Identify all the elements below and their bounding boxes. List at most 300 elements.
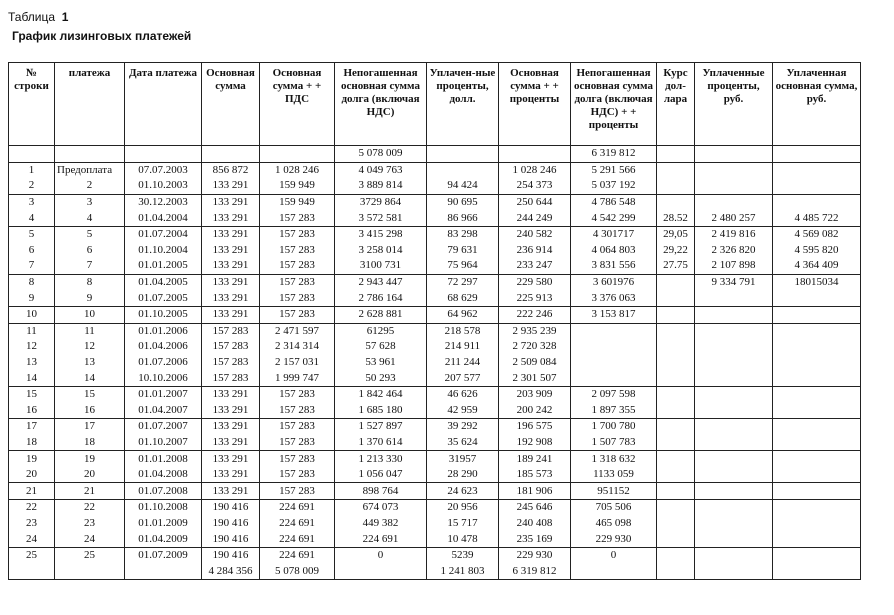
table-cell: 157 283 — [260, 243, 335, 259]
table-cell: 133 291 — [202, 243, 260, 259]
table-cell — [773, 386, 861, 402]
table-cell — [695, 194, 773, 210]
table-cell: 245 646 — [499, 500, 571, 516]
table-cell — [773, 403, 861, 419]
table-row — [9, 563, 861, 579]
table-cell: 157 283 — [260, 258, 335, 274]
table-cell — [773, 500, 861, 516]
table-cell — [773, 516, 861, 532]
table-cell: 10.10.2006 — [125, 370, 202, 386]
table-cell: 157 283 — [260, 386, 335, 402]
table-cell: 856 872 — [202, 162, 260, 178]
table-cell: 203 909 — [499, 386, 571, 402]
table-cell — [695, 500, 773, 516]
table-cell — [695, 531, 773, 547]
table-cell: 181 906 — [499, 483, 571, 500]
caption-number: 1 — [61, 10, 69, 24]
table-cell: 28 290 — [427, 467, 499, 483]
table-cell: 4 364 409 — [773, 258, 861, 274]
table-cell: 01.01.2008 — [125, 451, 202, 467]
table-row — [9, 516, 861, 532]
table-cell: 157 283 — [202, 339, 260, 355]
table-cell: 23 — [9, 516, 55, 532]
col-header-principal-rub: Уплаченная основная сумма, руб. — [773, 63, 861, 146]
table-cell: 4 — [9, 210, 55, 226]
table-cell: 2 097 598 — [571, 386, 657, 402]
table-cell: 01.04.2007 — [125, 403, 202, 419]
table-cell — [773, 339, 861, 355]
table-cell: 22 — [55, 500, 125, 516]
table-row — [9, 210, 861, 226]
table-cell: 21 — [55, 483, 125, 500]
table-cell: 1 318 632 — [571, 451, 657, 467]
table-cell: 3 889 814 — [335, 178, 427, 194]
table-cell: 5 078 009 — [335, 146, 427, 163]
table-cell — [695, 306, 773, 323]
table-cell — [125, 563, 202, 579]
table-row — [9, 483, 861, 500]
table-cell — [657, 531, 695, 547]
table-cell: 17 — [55, 419, 125, 435]
table-row — [9, 258, 861, 274]
table-cell: 898 764 — [335, 483, 427, 500]
table-cell: 13 — [55, 355, 125, 371]
table-cell: 72 297 — [427, 274, 499, 290]
table-cell — [571, 339, 657, 355]
table-cell — [9, 563, 55, 579]
table-cell: 133 291 — [202, 467, 260, 483]
table-cell: 4 049 763 — [335, 162, 427, 178]
table-cell: 4 485 722 — [773, 210, 861, 226]
col-header-principal-vat: Основная сумма + + ПДС — [260, 63, 335, 146]
table-cell: 222 246 — [499, 306, 571, 323]
table-cell: 224 691 — [260, 547, 335, 563]
table-cell: 5 291 566 — [571, 162, 657, 178]
table-cell: 01.04.2006 — [125, 339, 202, 355]
table-cell: 229 930 — [499, 547, 571, 563]
table-cell: 01.01.2007 — [125, 386, 202, 402]
table-cell: 4 786 548 — [571, 194, 657, 210]
table-cell — [571, 355, 657, 371]
table-cell: 674 073 — [335, 500, 427, 516]
col-header-outstanding-plus-interest: Непогашенная основная сумма долга (включая НДС) + + проценты — [571, 63, 657, 146]
table-cell: 157 283 — [202, 323, 260, 339]
table-cell: 2 943 447 — [335, 274, 427, 290]
table-cell: 2 — [55, 178, 125, 194]
table-cell: 157 283 — [260, 451, 335, 467]
table-cell: 157 283 — [260, 483, 335, 500]
table-row — [9, 386, 861, 402]
table-cell — [695, 290, 773, 306]
table-cell: 14 — [9, 370, 55, 386]
table-cell — [773, 563, 861, 579]
table-row — [9, 226, 861, 242]
table-cell: 10 — [9, 306, 55, 323]
table-cell: 2 935 239 — [499, 323, 571, 339]
table-cell: 01.10.2003 — [125, 178, 202, 194]
table-cell — [695, 563, 773, 579]
table-row — [9, 403, 861, 419]
table-cell — [695, 146, 773, 163]
table-cell: 2 326 820 — [695, 243, 773, 259]
table-cell: 16 — [55, 403, 125, 419]
table-cell: 229 580 — [499, 274, 571, 290]
table-cell — [695, 323, 773, 339]
table-cell: 3 601976 — [571, 274, 657, 290]
table-cell — [773, 355, 861, 371]
table-cell: 235 169 — [499, 531, 571, 547]
table-cell — [657, 274, 695, 290]
table-cell: 189 241 — [499, 451, 571, 467]
col-header-usd-rate: Курс дол-лара — [657, 63, 695, 146]
table-cell — [657, 323, 695, 339]
table-cell: 196 575 — [499, 419, 571, 435]
table-cell: 2 107 898 — [695, 258, 773, 274]
table-cell — [657, 290, 695, 306]
table-cell — [260, 146, 335, 163]
table-cell: 1 241 803 — [427, 563, 499, 579]
table-cell: 133 291 — [202, 435, 260, 451]
table-cell: 1 685 180 — [335, 403, 427, 419]
table-cell: 3 415 298 — [335, 226, 427, 242]
table-cell: 133 291 — [202, 451, 260, 467]
table-row — [9, 274, 861, 290]
table-cell — [657, 194, 695, 210]
table-cell: 22 — [9, 500, 55, 516]
table-cell — [657, 419, 695, 435]
table-cell — [657, 162, 695, 178]
table-cell: 01.10.2004 — [125, 243, 202, 259]
table-cell: 951152 — [571, 483, 657, 500]
table-caption — [8, 10, 68, 24]
table-cell — [695, 516, 773, 532]
table-cell — [695, 483, 773, 500]
table-cell: 27.75 — [657, 258, 695, 274]
table-cell: 240 582 — [499, 226, 571, 242]
table-cell: 18 — [55, 435, 125, 451]
table-cell: 17 — [9, 419, 55, 435]
table-cell: 79 631 — [427, 243, 499, 259]
table-cell: 157 283 — [202, 370, 260, 386]
table-cell: 5 — [9, 226, 55, 242]
table-cell: 6 319 812 — [571, 146, 657, 163]
table-cell: 233 247 — [499, 258, 571, 274]
table-cell — [695, 162, 773, 178]
table-cell: 1 213 330 — [335, 451, 427, 467]
table-cell: 1 056 047 — [335, 467, 427, 483]
table-cell: 28.52 — [657, 210, 695, 226]
table-cell — [773, 419, 861, 435]
table-cell — [695, 467, 773, 483]
table-cell: 20 956 — [427, 500, 499, 516]
table-cell: 4 595 820 — [773, 243, 861, 259]
table-cell: 1 028 246 — [499, 162, 571, 178]
table-cell: 5 — [55, 226, 125, 242]
table-cell: 157 283 — [260, 467, 335, 483]
table-row — [9, 355, 861, 371]
table-cell — [657, 563, 695, 579]
table-cell — [202, 146, 260, 163]
table-cell: 157 283 — [260, 435, 335, 451]
table-cell: 240 408 — [499, 516, 571, 532]
table-cell — [657, 386, 695, 402]
table-cell: 2 301 507 — [499, 370, 571, 386]
table-cell: 157 283 — [260, 290, 335, 306]
table-cell: 01.01.2005 — [125, 258, 202, 274]
table-cell: 4 — [55, 210, 125, 226]
table-cell — [773, 290, 861, 306]
table-cell — [657, 467, 695, 483]
table-cell: 53 961 — [335, 355, 427, 371]
table-cell — [657, 435, 695, 451]
table-cell: 8 — [55, 274, 125, 290]
table-cell: 224 691 — [260, 500, 335, 516]
table-cell — [773, 178, 861, 194]
table-row — [9, 419, 861, 435]
table-cell: 01.07.2004 — [125, 226, 202, 242]
table-cell: 250 644 — [499, 194, 571, 210]
table-cell: 42 959 — [427, 403, 499, 419]
table-cell: 83 298 — [427, 226, 499, 242]
table-cell: 4 284 356 — [202, 563, 260, 579]
table-cell — [695, 370, 773, 386]
table-row — [9, 339, 861, 355]
table-cell: 236 914 — [499, 243, 571, 259]
table-cell: 10 — [55, 306, 125, 323]
table-cell: 214 911 — [427, 339, 499, 355]
caption-label: Таблица — [8, 10, 56, 24]
table-cell: 211 244 — [427, 355, 499, 371]
table-cell: 30.12.2003 — [125, 194, 202, 210]
table-cell — [657, 547, 695, 563]
table-cell: 19 — [55, 451, 125, 467]
table-cell: 254 373 — [499, 178, 571, 194]
table-cell: 23 — [55, 516, 125, 532]
table-cell — [773, 451, 861, 467]
table-cell: 57 628 — [335, 339, 427, 355]
table-cell: 18 — [9, 435, 55, 451]
table-cell: 133 291 — [202, 274, 260, 290]
table-cell — [695, 403, 773, 419]
table-cell — [695, 419, 773, 435]
table-row — [9, 162, 861, 178]
table-cell: 3729 864 — [335, 194, 427, 210]
table-cell: 01.07.2006 — [125, 355, 202, 371]
table-row — [9, 146, 861, 163]
table-cell: 207 577 — [427, 370, 499, 386]
table-cell: 4 064 803 — [571, 243, 657, 259]
table-cell — [9, 146, 55, 163]
table-row — [9, 547, 861, 563]
table-cell: 1133 059 — [571, 467, 657, 483]
table-cell — [773, 370, 861, 386]
table-cell: 218 578 — [427, 323, 499, 339]
table-cell: 133 291 — [202, 483, 260, 500]
table-cell — [773, 306, 861, 323]
table-cell: 1 842 464 — [335, 386, 427, 402]
table-cell: 159 949 — [260, 194, 335, 210]
table-cell — [773, 435, 861, 451]
table-cell: Предоплата — [55, 162, 125, 178]
table-cell: 12 — [55, 339, 125, 355]
table-cell: 2 419 816 — [695, 226, 773, 242]
table-row — [9, 500, 861, 516]
table-cell — [657, 339, 695, 355]
table-cell: 1 028 246 — [260, 162, 335, 178]
table-cell — [657, 146, 695, 163]
table-cell: 2 471 597 — [260, 323, 335, 339]
table-cell: 39 292 — [427, 419, 499, 435]
table-row — [9, 467, 861, 483]
table-cell — [773, 483, 861, 500]
table-cell — [499, 146, 571, 163]
table-cell: 157 283 — [260, 226, 335, 242]
table-cell — [773, 323, 861, 339]
table-cell: 3 153 817 — [571, 306, 657, 323]
table-cell: 244 249 — [499, 210, 571, 226]
table-cell — [695, 435, 773, 451]
table-cell: 5239 — [427, 547, 499, 563]
table-cell — [55, 146, 125, 163]
table-cell — [571, 323, 657, 339]
table-cell: 5 037 192 — [571, 178, 657, 194]
table-cell: 18015034 — [773, 274, 861, 290]
table-cell: 20 — [55, 467, 125, 483]
table-cell — [695, 451, 773, 467]
table-cell: 6 — [9, 243, 55, 259]
table-cell: 2 — [9, 178, 55, 194]
table-cell: 185 573 — [499, 467, 571, 483]
table-cell: 94 424 — [427, 178, 499, 194]
table-cell: 9 — [9, 290, 55, 306]
table-cell: 157 283 — [260, 419, 335, 435]
table-cell: 01.07.2008 — [125, 483, 202, 500]
table-cell: 190 416 — [202, 516, 260, 532]
table-row — [9, 243, 861, 259]
table-cell: 8 — [9, 274, 55, 290]
table-cell: 2 480 257 — [695, 210, 773, 226]
table-cell: 14 — [55, 370, 125, 386]
table-cell: 4 569 082 — [773, 226, 861, 242]
table-cell: 01.04.2008 — [125, 467, 202, 483]
table-cell: 224 691 — [260, 516, 335, 532]
table-row — [9, 531, 861, 547]
table-cell: 6 — [55, 243, 125, 259]
col-header-principal: Основная сумма — [202, 63, 260, 146]
table-cell: 159 949 — [260, 178, 335, 194]
table-cell: 15 — [9, 386, 55, 402]
table-cell: 07.07.2003 — [125, 162, 202, 178]
table-cell: 1 370 614 — [335, 435, 427, 451]
table-cell: 50 293 — [335, 370, 427, 386]
table-cell: 133 291 — [202, 210, 260, 226]
table-row — [9, 290, 861, 306]
table-cell: 190 416 — [202, 547, 260, 563]
table-cell: 35 624 — [427, 435, 499, 451]
table-cell: 24 — [55, 531, 125, 547]
col-header-interest-rub: Уплаченные проценты, руб. — [695, 63, 773, 146]
table-cell: 68 629 — [427, 290, 499, 306]
table-cell — [571, 370, 657, 386]
table-cell: 2 786 164 — [335, 290, 427, 306]
table-cell: 1 700 780 — [571, 419, 657, 435]
table-cell — [657, 306, 695, 323]
table-cell — [657, 355, 695, 371]
table-cell — [657, 178, 695, 194]
table-cell: 705 506 — [571, 500, 657, 516]
col-header-outstanding-vat: Непогашенная основная сумма долга (включая НДС) — [335, 63, 427, 146]
table-cell — [657, 451, 695, 467]
table-row — [9, 194, 861, 210]
table-cell: 1 897 355 — [571, 403, 657, 419]
table-row — [9, 323, 861, 339]
table-cell — [55, 563, 125, 579]
table-cell: 133 291 — [202, 194, 260, 210]
table-cell: 1 527 897 — [335, 419, 427, 435]
table-cell — [695, 178, 773, 194]
table-cell: 1 999 747 — [260, 370, 335, 386]
table-cell: 2 720 328 — [499, 339, 571, 355]
col-header-payment: платежа — [55, 63, 125, 146]
table-cell: 01.07.2009 — [125, 547, 202, 563]
table-cell: 157 283 — [260, 306, 335, 323]
table-cell: 3 — [9, 194, 55, 210]
table-cell: 1 — [9, 162, 55, 178]
table-cell: 3 831 556 — [571, 258, 657, 274]
table-cell: 16 — [9, 403, 55, 419]
table-cell: 61295 — [335, 323, 427, 339]
table-cell: 224 691 — [335, 531, 427, 547]
table-cell: 20 — [9, 467, 55, 483]
table-cell: 157 283 — [260, 274, 335, 290]
table-cell: 86 966 — [427, 210, 499, 226]
table-cell: 133 291 — [202, 290, 260, 306]
table-cell: 2 628 881 — [335, 306, 427, 323]
table-cell: 190 416 — [202, 500, 260, 516]
table-cell: 01.01.2009 — [125, 516, 202, 532]
table-cell: 2 157 031 — [260, 355, 335, 371]
table-cell: 449 382 — [335, 516, 427, 532]
table-cell: 2 509 084 — [499, 355, 571, 371]
table-cell: 21 — [9, 483, 55, 500]
col-header-date: Дата платежа — [125, 63, 202, 146]
table-cell — [571, 563, 657, 579]
table-cell: 01.10.2005 — [125, 306, 202, 323]
table-row — [9, 178, 861, 194]
table-cell — [695, 339, 773, 355]
table-cell: 01.01.2006 — [125, 323, 202, 339]
table-cell: 133 291 — [202, 258, 260, 274]
table-cell — [773, 194, 861, 210]
table-cell: 46 626 — [427, 386, 499, 402]
table-cell: 1 507 783 — [571, 435, 657, 451]
table-cell: 25 — [55, 547, 125, 563]
table-cell: 3 376 063 — [571, 290, 657, 306]
table-cell: 90 695 — [427, 194, 499, 210]
table-cell: 01.10.2008 — [125, 500, 202, 516]
table-cell: 9 334 791 — [695, 274, 773, 290]
table-cell — [125, 146, 202, 163]
table-cell: 01.07.2007 — [125, 419, 202, 435]
table-cell: 7 — [9, 258, 55, 274]
table-cell — [335, 563, 427, 579]
table-cell — [773, 146, 861, 163]
table-row — [9, 370, 861, 386]
table-cell: 133 291 — [202, 419, 260, 435]
table-cell — [427, 146, 499, 163]
table-cell: 133 291 — [202, 386, 260, 402]
table-cell: 01.10.2007 — [125, 435, 202, 451]
